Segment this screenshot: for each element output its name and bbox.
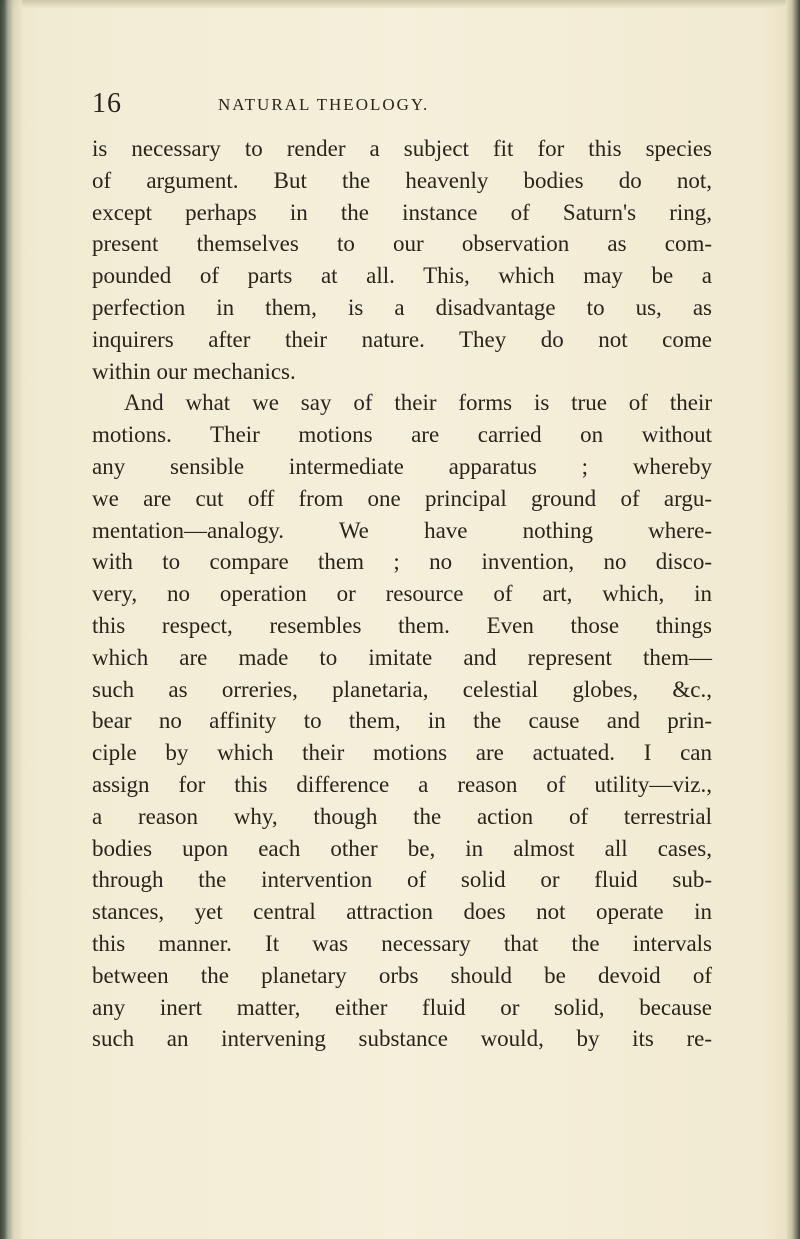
text-line: we are cut off from one principal ground of argu- [92, 485, 712, 511]
text-line: with to compare them ; no invention, no disco- [92, 549, 712, 575]
text-line: mentation—analogy. We have nothing where- [92, 517, 712, 543]
text-line: a reason why, though the action of terrestrial [92, 803, 712, 829]
text-line: motions. Their motions are carried on without [92, 422, 712, 448]
binding-shadow-right [786, 0, 800, 1239]
text-line: such as orreries, planetaria, celestial globes, &c., [92, 676, 712, 702]
text-line: this manner. It was necessary that the intervals [92, 930, 712, 956]
running-title: NATURAL THEOLOGY. [218, 95, 430, 114]
text-line: perfection in them, is a disadvantage to us, as [92, 294, 712, 320]
text-line: except perhaps in the instance of Saturn's ring, [92, 199, 712, 225]
text-line: stances, yet central attraction does not operate in [92, 899, 712, 925]
text-line: present themselves to our observation as com- [92, 231, 712, 257]
text-line: through the intervention of solid or fluid sub- [92, 867, 712, 893]
text-line: this respect, resembles them. Even those things [92, 612, 712, 638]
text-line: ciple by which their motions are actuated. I can [92, 740, 712, 766]
text-line: which are made to imitate and represent them— [92, 644, 712, 670]
body-text [92, 133, 712, 1055]
text-line: any sensible intermediate apparatus ; whereby [92, 453, 712, 479]
text-line: And what we say of their forms is true of their [124, 390, 712, 416]
text-line: any inert matter, either fluid or solid, because [92, 994, 712, 1020]
text-line: of argument. But the heavenly bodies do not, [92, 167, 712, 193]
binding-shadow-left [0, 0, 22, 1239]
running-head [92, 88, 722, 122]
text-line: within our mechanics. [92, 358, 296, 384]
text-line: such an intervening substance would, by its re- [92, 1026, 712, 1052]
text-line: bear no affinity to them, in the cause and prin- [92, 708, 712, 734]
text-line: inquirers after their nature. They do not come [92, 326, 712, 352]
text-line: assign for this difference a reason of utility—viz., [92, 771, 712, 797]
page-number: 16 [92, 88, 122, 119]
text-line: bodies upon each other be, in almost all cases, [92, 835, 712, 861]
page-top-edge [0, 0, 800, 8]
text-line: pounded of parts at all. This, which may be a [92, 263, 712, 289]
text-line: very, no operation or resource of art, which, in [92, 581, 712, 607]
text-line: between the planetary orbs should be devoid of [92, 962, 712, 988]
text-line: is necessary to render a subject fit for this species [92, 136, 712, 161]
